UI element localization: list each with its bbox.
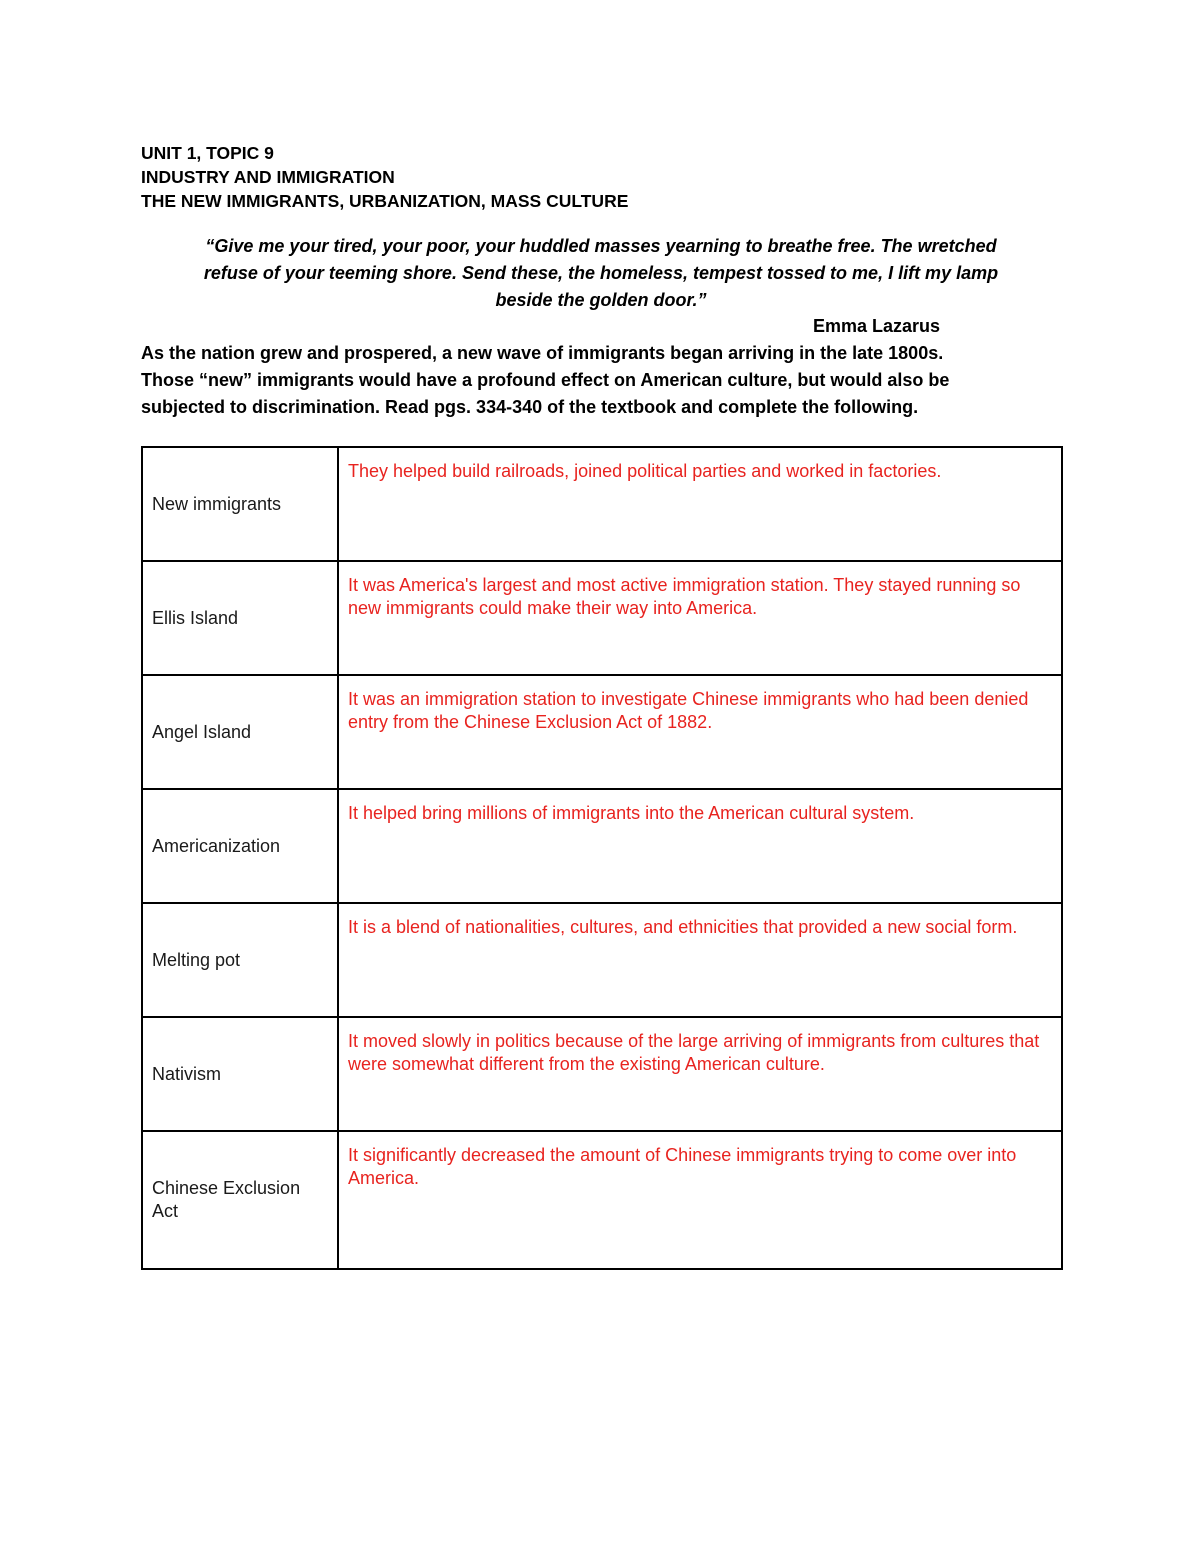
table-row [142, 561, 1062, 675]
table-row [142, 675, 1062, 789]
quote-author: Emma Lazarus [813, 316, 941, 336]
term-label: Chinese Exclusion Act [152, 1178, 301, 1221]
subtopic-title: THE NEW IMMIGRANTS, URBANIZATION, MASS CULTURE [141, 191, 629, 211]
table-row [142, 1131, 1062, 1269]
answer-cell[interactable] [338, 1017, 1062, 1131]
answer-cell[interactable] [338, 447, 1062, 561]
term-label: Ellis Island [152, 607, 239, 628]
document-heading [141, 141, 628, 213]
terms-table [141, 446, 1063, 1270]
answer-text: It moved slowly in politics because of the large arriving of immigrants from cultures that were somewhat different from the existing American culture. [348, 1031, 1040, 1074]
term-cell [142, 675, 338, 789]
table-row [142, 789, 1062, 903]
answer-text: It helped bring millions of immigrants into the American cultural system. [348, 803, 915, 823]
answer-cell[interactable] [338, 789, 1062, 903]
term-label: Melting pot [152, 949, 241, 970]
intro-line: subjected to discrimination. Read pgs. 334-340 of the textbook and complete the following. [141, 397, 919, 417]
quote-line: refuse of your teeming shore. Send these, the homeless, tempest tossed to me, I lift my lamp [203, 263, 999, 283]
term-label: Americanization [152, 835, 281, 856]
answer-cell[interactable] [338, 675, 1062, 789]
quote-line: beside the golden door.” [495, 290, 707, 310]
answer-cell[interactable] [338, 1131, 1062, 1269]
term-cell [142, 447, 338, 561]
quote-line: “Give me your tired, your poor, your huddled masses yearning to breathe free. The wretched [205, 236, 997, 256]
answer-cell[interactable] [338, 903, 1062, 1017]
intro-line: As the nation grew and prospered, a new wave of immigrants began arriving in the late 1800s. [141, 343, 944, 363]
unit-title: UNIT 1, TOPIC 9 [141, 143, 274, 163]
term-label: New immigrants [152, 493, 282, 514]
answer-text: It was America's largest and most active immigration station. They stayed running so new immigrants could make their way into America. [348, 575, 1021, 618]
answer-text: It is a blend of nationalities, cultures, and ethnicities that provided a new social form. [348, 917, 1018, 937]
term-cell [142, 903, 338, 1017]
answer-text: It was an immigration station to investigate Chinese immigrants who had been denied entry from the Chinese Exclusion Act of 1882. [348, 689, 1029, 732]
table-row [142, 447, 1062, 561]
answer-text: It significantly decreased the amount of Chinese immigrants trying to come over into America. [348, 1145, 1017, 1188]
table-row [142, 1017, 1062, 1131]
term-label: Angel Island [152, 721, 252, 742]
term-cell [142, 789, 338, 903]
intro-paragraph [141, 340, 1061, 421]
term-cell [142, 561, 338, 675]
table-row [142, 903, 1062, 1017]
quote-block [141, 233, 1061, 314]
answer-text: They helped build railroads, joined political parties and worked in factories. [348, 461, 942, 481]
term-cell [142, 1017, 338, 1131]
answer-cell[interactable] [338, 561, 1062, 675]
topic-title: INDUSTRY AND IMMIGRATION [141, 167, 395, 187]
term-cell [142, 1131, 338, 1269]
intro-line: Those “new” immigrants would have a profound effect on American culture, but would also be [141, 370, 950, 390]
term-label: Nativism [152, 1063, 222, 1084]
